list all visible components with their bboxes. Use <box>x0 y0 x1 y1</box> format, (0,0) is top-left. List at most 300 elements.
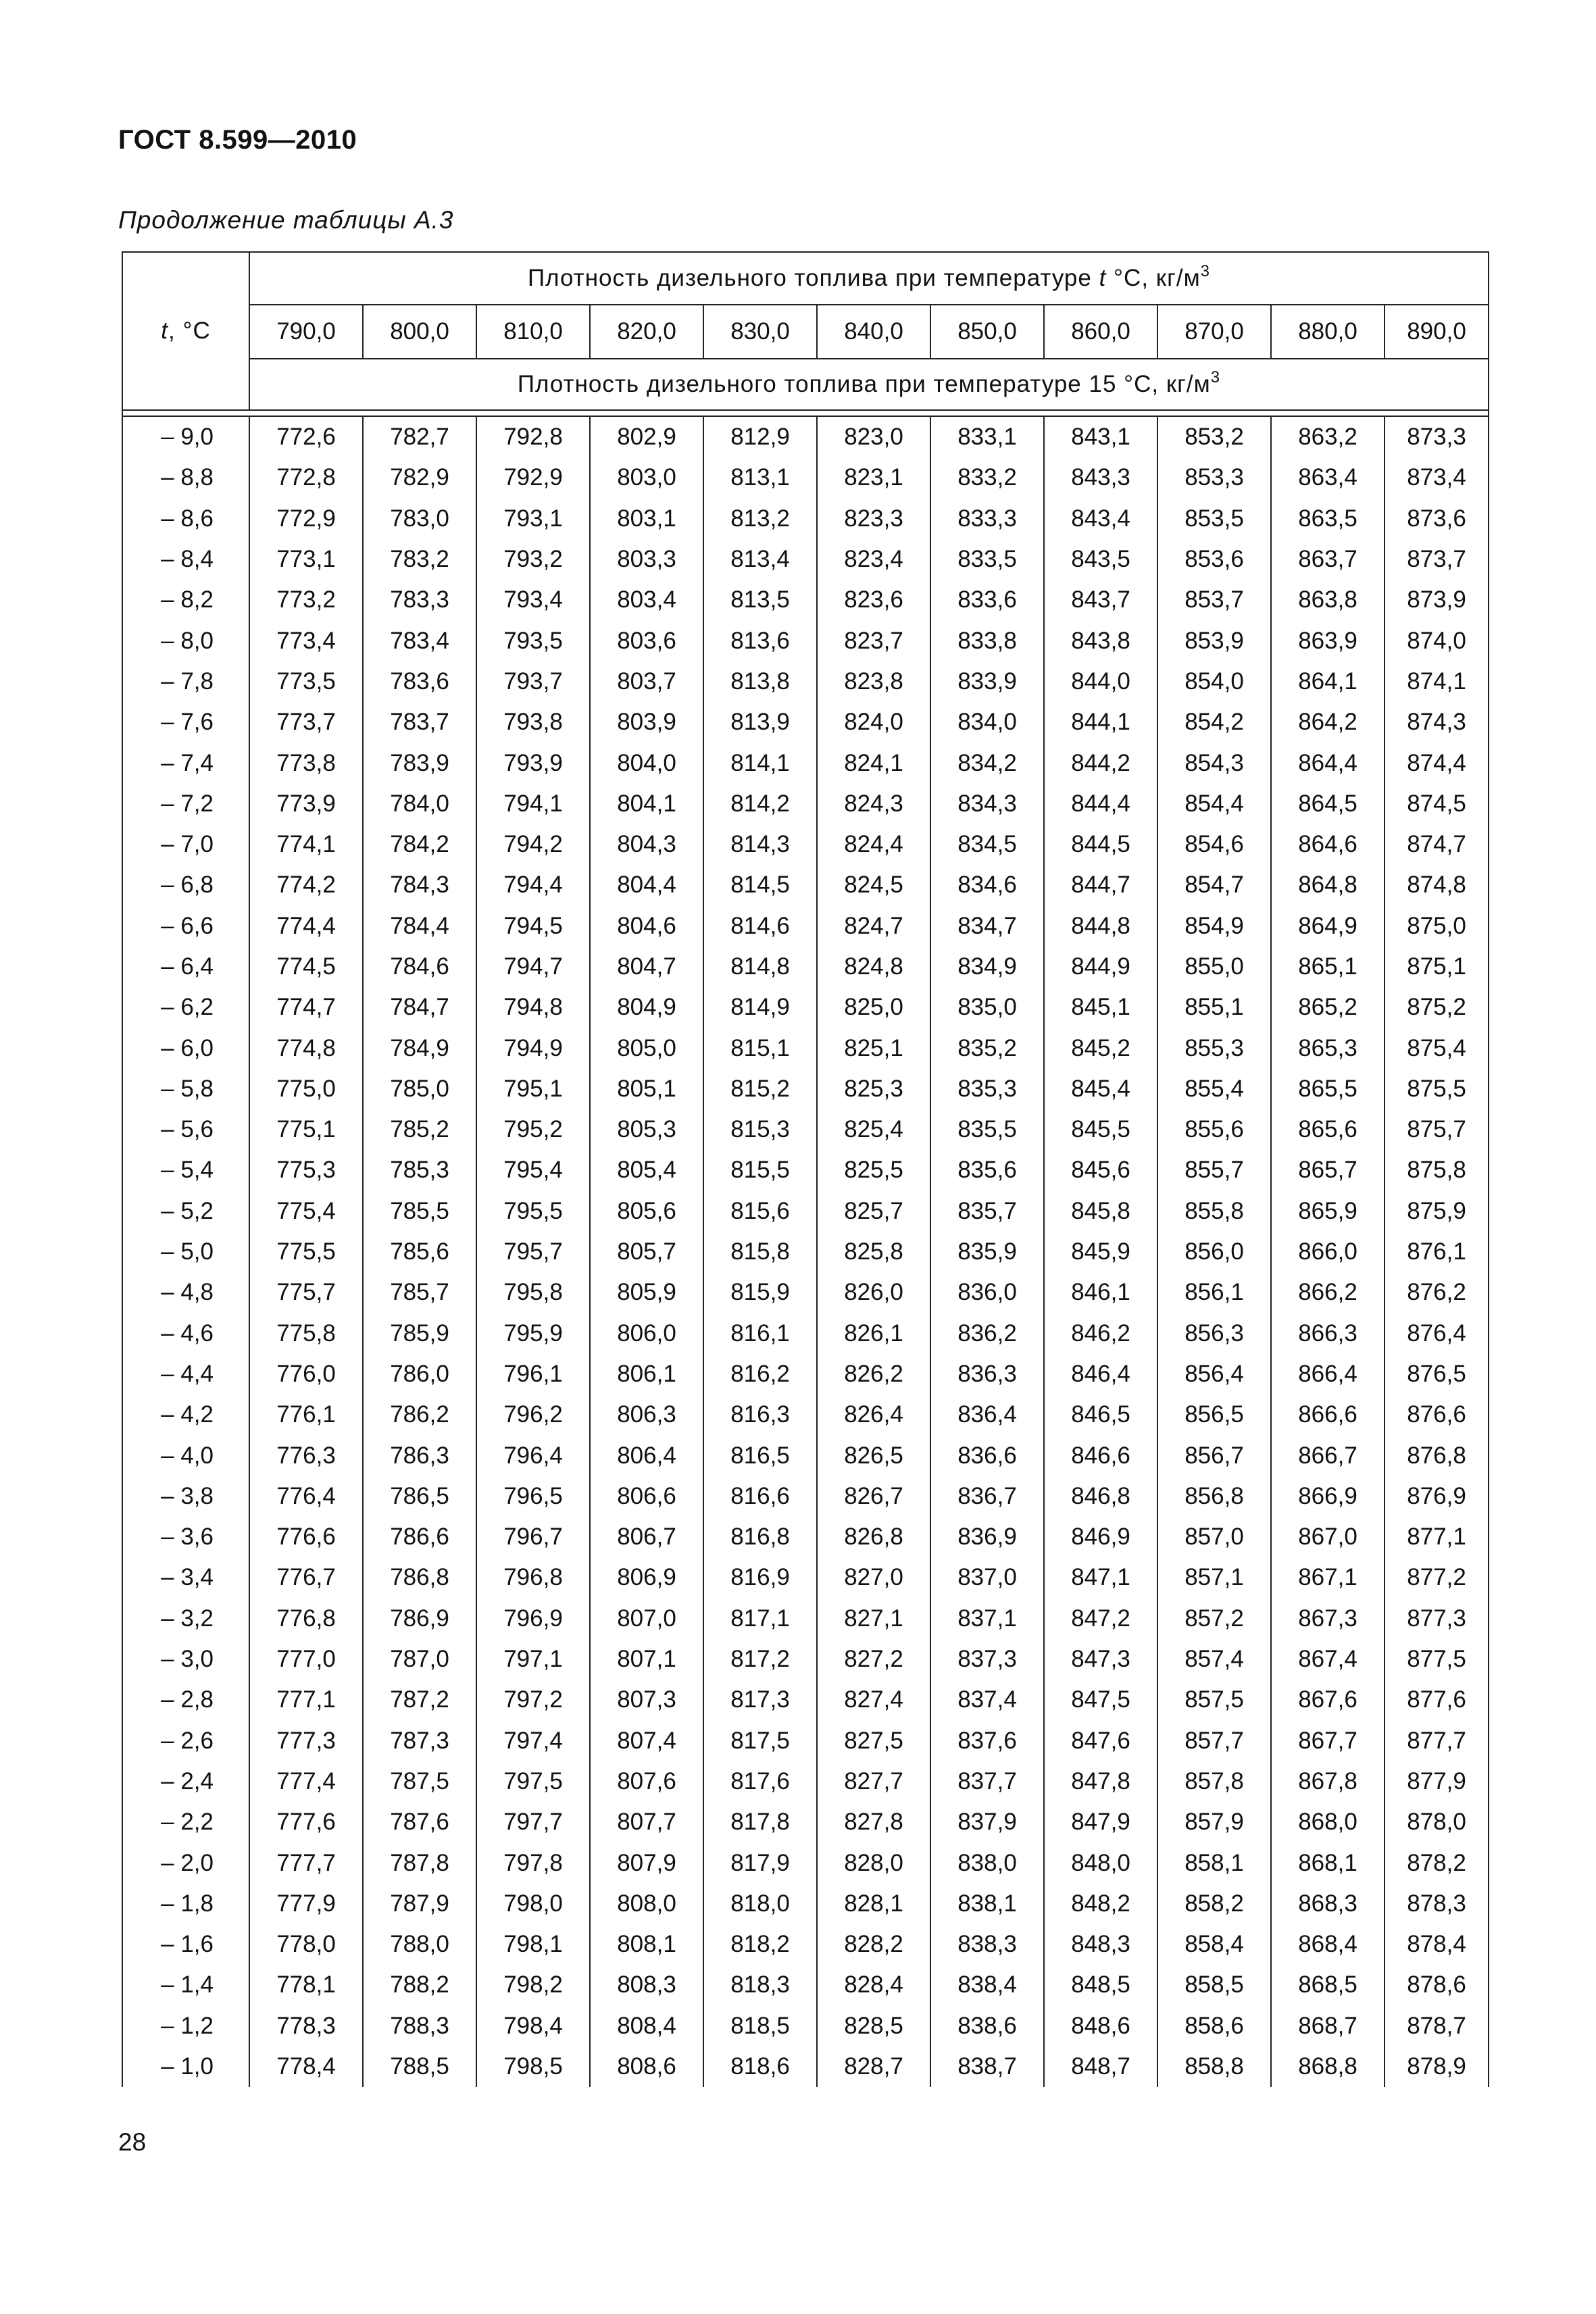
density-cell: 858,5 <box>1157 1965 1271 2005</box>
density-cell: 855,4 <box>1157 1069 1271 1109</box>
table-caption: Продолжение таблицы А.3 <box>118 206 454 234</box>
density-cell: 828,2 <box>817 1924 930 1965</box>
density-cell: 826,8 <box>817 1517 930 1557</box>
density-cell: 814,1 <box>703 743 817 783</box>
density-cell: 878,7 <box>1385 2006 1489 2046</box>
density-cell: 855,3 <box>1157 1028 1271 1068</box>
density-cell: 826,1 <box>817 1313 930 1354</box>
density-cell: 827,0 <box>817 1557 930 1598</box>
density-cell: 864,9 <box>1271 906 1385 947</box>
density-cell: 813,9 <box>703 702 817 743</box>
density-cell: 807,0 <box>590 1599 703 1639</box>
density-cell: 836,6 <box>930 1435 1044 1476</box>
density-cell: 787,9 <box>363 1884 476 1924</box>
density-cell: 854,9 <box>1157 906 1271 947</box>
density-cell: 857,2 <box>1157 1599 1271 1639</box>
density-cell: 855,1 <box>1157 987 1271 1028</box>
density-cell: 777,1 <box>249 1680 363 1720</box>
density-cell: 777,9 <box>249 1884 363 1924</box>
density-cell: 785,5 <box>363 1191 476 1232</box>
density-cell: 853,6 <box>1157 539 1271 580</box>
density-cell: 846,5 <box>1044 1394 1157 1435</box>
density-cell: 828,5 <box>817 2006 930 2046</box>
group-header-1-var: t <box>1099 265 1107 291</box>
density-cell: 774,8 <box>249 1028 363 1068</box>
density-cell: 815,8 <box>703 1232 817 1272</box>
density-cell: 808,6 <box>590 2046 703 2087</box>
density-cell: 797,4 <box>476 1721 590 1761</box>
density-cell: 856,8 <box>1157 1476 1271 1517</box>
density-cell: 876,4 <box>1385 1313 1489 1354</box>
density-cell: 844,9 <box>1044 947 1157 987</box>
density-cell: 827,5 <box>817 1721 930 1761</box>
density-cell: 793,1 <box>476 499 590 539</box>
density-cell: 857,9 <box>1157 1802 1271 1842</box>
density-cell: 797,5 <box>476 1761 590 1802</box>
density-column-header: 840,0 <box>817 305 930 359</box>
density-cell: 814,5 <box>703 865 817 905</box>
density-cell: 833,5 <box>930 539 1044 580</box>
density-cell: 804,3 <box>590 824 703 865</box>
temperature-cell: – 1,2 <box>122 2006 249 2046</box>
density-cell: 823,3 <box>817 499 930 539</box>
density-cell: 785,2 <box>363 1109 476 1150</box>
density-cell: 838,4 <box>930 1965 1044 2005</box>
density-cell: 863,9 <box>1271 620 1385 661</box>
density-cell: 788,3 <box>363 2006 476 2046</box>
density-cell: 816,9 <box>703 1557 817 1598</box>
density-cell: 813,4 <box>703 539 817 580</box>
density-cell: 796,1 <box>476 1354 590 1394</box>
density-cell: 784,0 <box>363 784 476 824</box>
density-cell: 772,8 <box>249 457 363 498</box>
density-cell: 805,0 <box>590 1028 703 1068</box>
table-row <box>122 1232 1489 1272</box>
group-header-2-text: Плотность дизельного топлива при температуре 15 °С, кг/м <box>517 371 1211 397</box>
density-cell: 825,4 <box>817 1109 930 1150</box>
density-cell: 793,9 <box>476 743 590 783</box>
table-row <box>122 1924 1489 1965</box>
density-cell: 856,0 <box>1157 1232 1271 1272</box>
density-cell: 838,3 <box>930 1924 1044 1965</box>
density-cell: 868,8 <box>1271 2046 1385 2087</box>
temperature-cell: – 5,0 <box>122 1232 249 1272</box>
density-cell: 825,8 <box>817 1232 930 1272</box>
table-row <box>122 1191 1489 1232</box>
temperature-cell: – 6,4 <box>122 947 249 987</box>
density-cell: 796,7 <box>476 1517 590 1557</box>
density-cell: 775,8 <box>249 1313 363 1354</box>
density-cell: 844,2 <box>1044 743 1157 783</box>
density-cell: 828,7 <box>817 2046 930 2087</box>
density-cell: 773,1 <box>249 539 363 580</box>
density-column-header: 830,0 <box>703 305 817 359</box>
density-cell: 806,9 <box>590 1557 703 1598</box>
density-cell: 794,7 <box>476 947 590 987</box>
density-cell: 848,7 <box>1044 2046 1157 2087</box>
density-cell: 874,7 <box>1385 824 1489 865</box>
density-cell: 836,4 <box>930 1394 1044 1435</box>
density-cell: 857,8 <box>1157 1761 1271 1802</box>
table-row <box>122 1802 1489 1842</box>
density-cell: 784,9 <box>363 1028 476 1068</box>
density-cell: 786,5 <box>363 1476 476 1517</box>
temperature-cell: – 7,0 <box>122 824 249 865</box>
density-cell: 814,3 <box>703 824 817 865</box>
group-header-density-at-15 <box>249 359 1489 410</box>
density-cell: 823,8 <box>817 661 930 702</box>
density-cell: 874,0 <box>1385 620 1489 661</box>
density-cell: 776,3 <box>249 1435 363 1476</box>
density-cell: 807,4 <box>590 1721 703 1761</box>
density-cell: 816,3 <box>703 1394 817 1435</box>
density-cell: 797,7 <box>476 1802 590 1842</box>
density-cell: 828,4 <box>817 1965 930 2005</box>
density-cell: 864,1 <box>1271 661 1385 702</box>
table-row <box>122 1435 1489 1476</box>
density-cell: 785,7 <box>363 1272 476 1313</box>
density-cell: 824,8 <box>817 947 930 987</box>
density-cell: 835,9 <box>930 1232 1044 1272</box>
density-cell: 784,3 <box>363 865 476 905</box>
density-cell: 854,0 <box>1157 661 1271 702</box>
density-cell: 873,9 <box>1385 580 1489 620</box>
density-cell: 824,3 <box>817 784 930 824</box>
density-cell: 798,0 <box>476 1884 590 1924</box>
table-row <box>122 1354 1489 1394</box>
density-cell: 873,6 <box>1385 499 1489 539</box>
table-row <box>122 1599 1489 1639</box>
temperature-cell: – 6,2 <box>122 987 249 1028</box>
density-cell: 877,9 <box>1385 1761 1489 1802</box>
density-cell: 784,2 <box>363 824 476 865</box>
density-cell: 794,1 <box>476 784 590 824</box>
density-cell: 845,1 <box>1044 987 1157 1028</box>
density-cell: 833,1 <box>930 416 1044 457</box>
density-cell: 865,6 <box>1271 1109 1385 1150</box>
temperature-cell: – 7,2 <box>122 784 249 824</box>
density-cell: 803,7 <box>590 661 703 702</box>
table-row <box>122 865 1489 905</box>
density-cell: 792,8 <box>476 416 590 457</box>
density-cell: 846,9 <box>1044 1517 1157 1557</box>
density-cell: 838,0 <box>930 1842 1044 1883</box>
density-cell: 874,5 <box>1385 784 1489 824</box>
density-cell: 808,1 <box>590 1924 703 1965</box>
table-row <box>122 661 1489 702</box>
density-cell: 854,3 <box>1157 743 1271 783</box>
temperature-cell: – 2,8 <box>122 1680 249 1720</box>
density-cell: 867,7 <box>1271 1721 1385 1761</box>
density-column-header: 820,0 <box>590 305 703 359</box>
density-cell: 795,9 <box>476 1313 590 1354</box>
density-cell: 826,0 <box>817 1272 930 1313</box>
temperature-cell: – 5,6 <box>122 1109 249 1150</box>
density-cell: 836,2 <box>930 1313 1044 1354</box>
density-cell: 858,4 <box>1157 1924 1271 1965</box>
density-cell: 815,3 <box>703 1109 817 1150</box>
density-cell: 836,9 <box>930 1517 1044 1557</box>
density-cell: 816,6 <box>703 1476 817 1517</box>
density-cell: 816,1 <box>703 1313 817 1354</box>
density-cell: 843,4 <box>1044 499 1157 539</box>
temperature-cell: – 6,6 <box>122 906 249 947</box>
density-cell: 834,2 <box>930 743 1044 783</box>
density-cell: 807,3 <box>590 1680 703 1720</box>
density-cell: 833,6 <box>930 580 1044 620</box>
table-row <box>122 1842 1489 1883</box>
density-cell: 828,0 <box>817 1842 930 1883</box>
density-cell: 804,9 <box>590 987 703 1028</box>
density-cell: 785,9 <box>363 1313 476 1354</box>
density-cell: 786,0 <box>363 1354 476 1394</box>
density-cell: 838,1 <box>930 1884 1044 1924</box>
density-cell: 817,2 <box>703 1639 817 1680</box>
table-row <box>122 824 1489 865</box>
density-cell: 794,4 <box>476 865 590 905</box>
density-cell: 818,3 <box>703 1965 817 2005</box>
density-cell: 844,5 <box>1044 824 1157 865</box>
density-cell: 878,2 <box>1385 1842 1489 1883</box>
density-cell: 864,6 <box>1271 824 1385 865</box>
density-cell: 814,2 <box>703 784 817 824</box>
table-row <box>122 1965 1489 2005</box>
temperature-column-header <box>122 252 249 410</box>
density-cell: 847,2 <box>1044 1599 1157 1639</box>
density-cell: 825,3 <box>817 1069 930 1109</box>
density-cell: 848,0 <box>1044 1842 1157 1883</box>
density-cell: 796,9 <box>476 1599 590 1639</box>
density-cell: 873,4 <box>1385 457 1489 498</box>
density-cell: 773,2 <box>249 580 363 620</box>
density-cell: 874,4 <box>1385 743 1489 783</box>
density-cell: 783,2 <box>363 539 476 580</box>
density-cell: 834,0 <box>930 702 1044 743</box>
table-row <box>122 1761 1489 1802</box>
density-cell: 834,6 <box>930 865 1044 905</box>
density-cell: 783,4 <box>363 620 476 661</box>
temperature-unit: , °С <box>168 318 211 344</box>
density-cell: 833,3 <box>930 499 1044 539</box>
density-cell: 865,9 <box>1271 1191 1385 1232</box>
density-cell: 863,4 <box>1271 457 1385 498</box>
density-cell: 863,2 <box>1271 416 1385 457</box>
density-cell: 793,5 <box>476 620 590 661</box>
density-cell: 845,5 <box>1044 1109 1157 1150</box>
density-cell: 866,0 <box>1271 1232 1385 1272</box>
density-cell: 814,8 <box>703 947 817 987</box>
density-cell: 815,9 <box>703 1272 817 1313</box>
density-cell: 846,4 <box>1044 1354 1157 1394</box>
density-cell: 813,1 <box>703 457 817 498</box>
density-cell: 863,7 <box>1271 539 1385 580</box>
temperature-cell: – 8,0 <box>122 620 249 661</box>
temperature-cell: – 3,4 <box>122 1557 249 1598</box>
density-cell: 783,6 <box>363 661 476 702</box>
density-cell: 807,9 <box>590 1842 703 1883</box>
density-cell: 783,0 <box>363 499 476 539</box>
density-cell: 798,5 <box>476 2046 590 2087</box>
temperature-cell: – 3,6 <box>122 1517 249 1557</box>
density-cell: 844,4 <box>1044 784 1157 824</box>
density-cell: 804,4 <box>590 865 703 905</box>
temperature-var: t <box>161 318 168 344</box>
density-cell: 774,1 <box>249 824 363 865</box>
density-cell: 878,4 <box>1385 1924 1489 1965</box>
density-cell: 867,0 <box>1271 1517 1385 1557</box>
density-cell: 868,5 <box>1271 1965 1385 2005</box>
density-cell: 835,0 <box>930 987 1044 1028</box>
table-row <box>122 1721 1489 1761</box>
density-cell: 805,3 <box>590 1109 703 1150</box>
density-cell: 827,4 <box>817 1680 930 1720</box>
density-cell: 875,9 <box>1385 1191 1489 1232</box>
density-cell: 796,8 <box>476 1557 590 1598</box>
table-row <box>122 1272 1489 1313</box>
density-cell: 853,3 <box>1157 457 1271 498</box>
table-row <box>122 743 1489 783</box>
density-cell: 806,6 <box>590 1476 703 1517</box>
density-cell: 778,3 <box>249 2006 363 2046</box>
density-cell: 836,7 <box>930 1476 1044 1517</box>
density-cell: 803,6 <box>590 620 703 661</box>
density-cell: 787,2 <box>363 1680 476 1720</box>
density-column-header: 790,0 <box>249 305 363 359</box>
density-cell: 815,5 <box>703 1150 817 1190</box>
density-cell: 817,9 <box>703 1842 817 1883</box>
density-cell: 877,7 <box>1385 1721 1489 1761</box>
density-cell: 853,5 <box>1157 499 1271 539</box>
density-column-header: 890,0 <box>1385 305 1489 359</box>
density-cell: 795,4 <box>476 1150 590 1190</box>
density-cell: 814,9 <box>703 987 817 1028</box>
density-cell: 806,7 <box>590 1517 703 1557</box>
density-cell: 866,6 <box>1271 1394 1385 1435</box>
density-cell: 805,6 <box>590 1191 703 1232</box>
density-cell: 834,7 <box>930 906 1044 947</box>
density-cell: 823,7 <box>817 620 930 661</box>
density-cell: 787,8 <box>363 1842 476 1883</box>
density-cell: 843,5 <box>1044 539 1157 580</box>
density-cell: 833,2 <box>930 457 1044 498</box>
density-cell: 877,5 <box>1385 1639 1489 1680</box>
density-cell: 813,6 <box>703 620 817 661</box>
density-cell: 773,5 <box>249 661 363 702</box>
density-cell: 797,2 <box>476 1680 590 1720</box>
density-cell: 794,8 <box>476 987 590 1028</box>
table-row <box>122 539 1489 580</box>
table-row <box>122 1069 1489 1109</box>
density-cell: 875,1 <box>1385 947 1489 987</box>
temperature-cell: – 5,8 <box>122 1069 249 1109</box>
density-cell: 788,0 <box>363 1924 476 1965</box>
density-cell: 813,5 <box>703 580 817 620</box>
density-cell: 772,9 <box>249 499 363 539</box>
density-cell: 793,4 <box>476 580 590 620</box>
density-cell: 812,9 <box>703 416 817 457</box>
density-cell: 797,8 <box>476 1842 590 1883</box>
density-cell: 795,2 <box>476 1109 590 1150</box>
density-cell: 868,7 <box>1271 2006 1385 2046</box>
density-cell: 855,6 <box>1157 1109 1271 1150</box>
table-row <box>122 2046 1489 2087</box>
density-cell: 866,7 <box>1271 1435 1385 1476</box>
density-cell: 823,0 <box>817 416 930 457</box>
table-row <box>122 1557 1489 1598</box>
density-cell: 843,8 <box>1044 620 1157 661</box>
density-cell: 794,5 <box>476 906 590 947</box>
density-cell: 827,7 <box>817 1761 930 1802</box>
density-cell: 835,2 <box>930 1028 1044 1068</box>
density-cell: 775,7 <box>249 1272 363 1313</box>
density-cell: 785,6 <box>363 1232 476 1272</box>
density-cell: 857,4 <box>1157 1639 1271 1680</box>
density-cell: 806,1 <box>590 1354 703 1394</box>
density-cell: 854,7 <box>1157 865 1271 905</box>
density-cell: 878,0 <box>1385 1802 1489 1842</box>
density-cell: 835,7 <box>930 1191 1044 1232</box>
table-row <box>122 2006 1489 2046</box>
density-cell: 827,1 <box>817 1599 930 1639</box>
density-cell: 784,4 <box>363 906 476 947</box>
density-cell: 858,2 <box>1157 1884 1271 1924</box>
density-cell: 864,2 <box>1271 702 1385 743</box>
density-cell: 838,7 <box>930 2046 1044 2087</box>
density-cell: 854,6 <box>1157 824 1271 865</box>
temperature-cell: – 6,8 <box>122 865 249 905</box>
table-row <box>122 906 1489 947</box>
temperature-cell: – 2,0 <box>122 1842 249 1883</box>
document-standard-id: ГОСТ 8.599—2010 <box>118 125 357 155</box>
density-cell: 876,1 <box>1385 1232 1489 1272</box>
temperature-cell: – 1,4 <box>122 1965 249 2005</box>
density-cell: 787,0 <box>363 1639 476 1680</box>
density-column-header: 880,0 <box>1271 305 1385 359</box>
density-cell: 793,7 <box>476 661 590 702</box>
density-cell: 817,6 <box>703 1761 817 1802</box>
density-cell: 792,9 <box>476 457 590 498</box>
density-cell: 788,2 <box>363 1965 476 2005</box>
density-cell: 787,3 <box>363 1721 476 1761</box>
density-cell: 804,0 <box>590 743 703 783</box>
density-cell: 845,9 <box>1044 1232 1157 1272</box>
density-cell: 868,0 <box>1271 1802 1385 1842</box>
table-row <box>122 1476 1489 1517</box>
density-cell: 804,6 <box>590 906 703 947</box>
unit-exponent: 3 <box>1200 262 1210 280</box>
density-cell: 876,5 <box>1385 1354 1489 1394</box>
density-cell: 775,4 <box>249 1191 363 1232</box>
density-cell: 866,3 <box>1271 1313 1385 1354</box>
density-cell: 817,5 <box>703 1721 817 1761</box>
density-cell: 835,6 <box>930 1150 1044 1190</box>
density-cell: 824,0 <box>817 702 930 743</box>
density-cell: 807,6 <box>590 1761 703 1802</box>
density-cell: 844,8 <box>1044 906 1157 947</box>
density-cell: 773,4 <box>249 620 363 661</box>
density-cell: 856,1 <box>1157 1272 1271 1313</box>
temperature-cell: – 1,8 <box>122 1884 249 1924</box>
temperature-cell: – 7,8 <box>122 661 249 702</box>
table-row <box>122 457 1489 498</box>
density-cell: 853,2 <box>1157 416 1271 457</box>
density-cell: 826,4 <box>817 1394 930 1435</box>
density-cell: 866,2 <box>1271 1272 1385 1313</box>
density-cell: 795,5 <box>476 1191 590 1232</box>
density-cell: 863,8 <box>1271 580 1385 620</box>
density-cell: 856,7 <box>1157 1435 1271 1476</box>
density-cell: 805,1 <box>590 1069 703 1109</box>
